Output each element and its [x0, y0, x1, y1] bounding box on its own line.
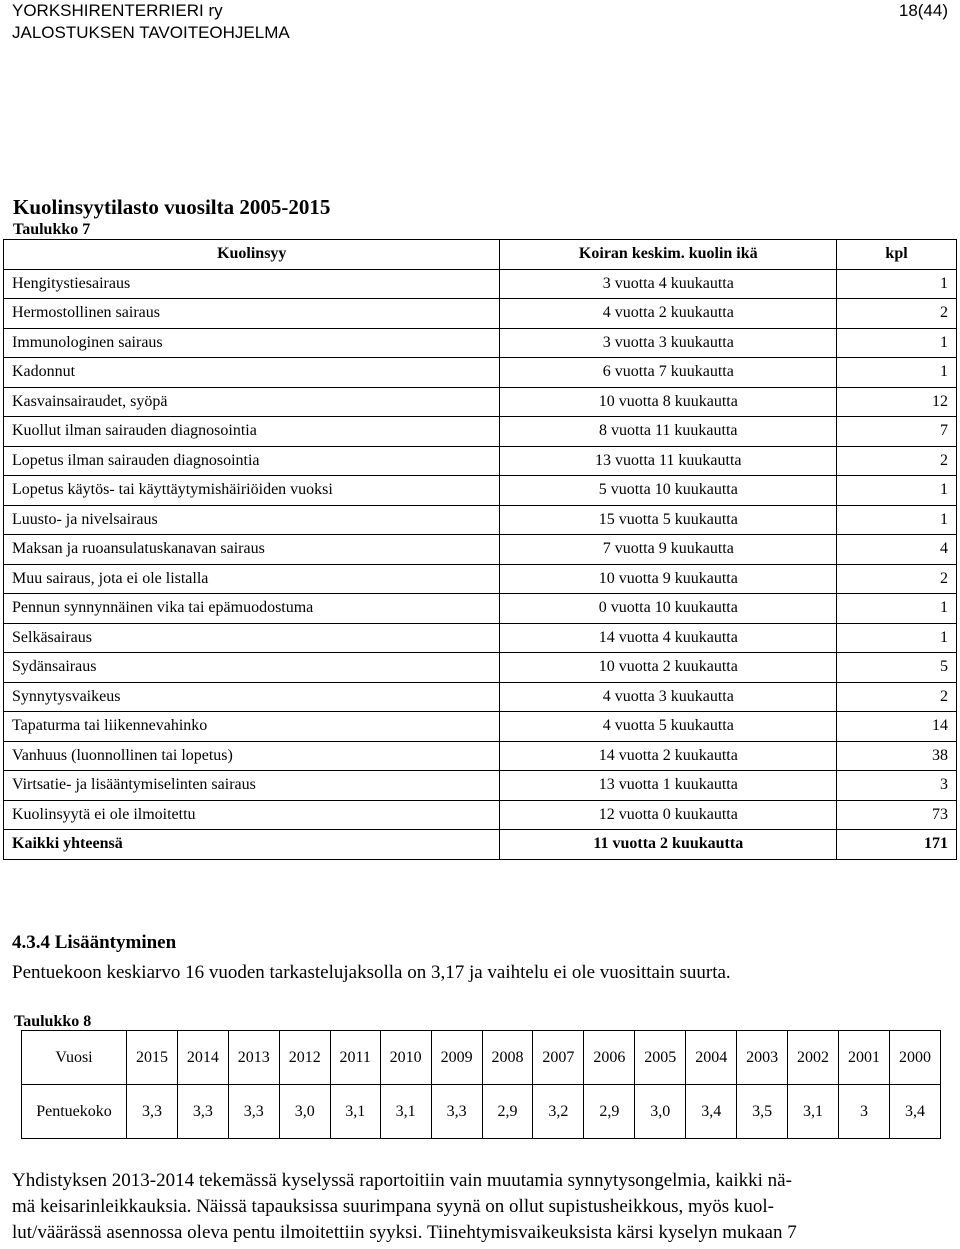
- table-row: [4, 446, 957, 476]
- value-cell: 3: [839, 1085, 890, 1139]
- average-age-cell: 15 vuotta 5 kuukautta: [500, 505, 837, 535]
- value-cell: 2001: [839, 1031, 890, 1085]
- value-cell: 2015: [127, 1031, 178, 1085]
- average-age-cell: 7 vuotta 9 kuukautta: [500, 535, 837, 565]
- average-age-cell: 13 vuotta 1 kuukautta: [500, 771, 837, 801]
- count-cell: 1: [837, 476, 957, 506]
- cause-cell: Pennun synnynnäinen vika tai epämuodostuma: [4, 594, 500, 624]
- value-cell: 2011: [330, 1031, 380, 1085]
- cause-cell: Selkäsairaus: [4, 623, 500, 653]
- table-row: [4, 594, 957, 624]
- cause-cell: Lopetus käytös- tai käyttäytymishäiriöiden vuoksi: [4, 476, 500, 506]
- average-age-cell: 12 vuotta 0 kuukautta: [500, 800, 837, 830]
- count-cell: 1: [837, 505, 957, 535]
- value-cell: 2,9: [482, 1085, 533, 1139]
- cause-cell: Sydänsairaus: [4, 653, 500, 683]
- table-row: [4, 564, 957, 594]
- value-cell: 3,3: [431, 1085, 482, 1139]
- cause-cell: Luusto- ja nivelsairaus: [4, 505, 500, 535]
- average-age-cell: 4 vuotta 2 kuukautta: [500, 299, 837, 329]
- paragraph-line: Yhdistyksen 2013-2014 tekemässä kyselyssä raportoitiin vain muutamia synnytysongelmia, kaikki nä-: [12, 1170, 792, 1191]
- value-cell: 3,4: [889, 1085, 940, 1139]
- litter-size-body: [22, 1031, 941, 1139]
- count-cell: 12: [837, 387, 957, 417]
- average-age-cell: 0 vuotta 10 kuukautta: [500, 594, 837, 624]
- table-header-row: [4, 240, 957, 270]
- cause-cell: Kadonnut: [4, 358, 500, 388]
- total-row: [4, 830, 957, 860]
- cause-cell: Hengitystiesairaus: [4, 269, 500, 299]
- value-cell: 3,3: [177, 1085, 228, 1139]
- table-row: [4, 712, 957, 742]
- litter-size-row: [22, 1085, 941, 1139]
- litter-size-table: [21, 1030, 941, 1139]
- value-cell: 3,4: [686, 1085, 737, 1139]
- count-cell: 1: [837, 358, 957, 388]
- table-row: [4, 800, 957, 830]
- cause-cell: Kasvainsairaudet, syöpä: [4, 387, 500, 417]
- table-row: [4, 741, 957, 771]
- organization-name: YORKSHIRENTERRIERI ry: [12, 1, 223, 20]
- table-row: [4, 476, 957, 506]
- page-number: 18(44): [898, 1, 948, 20]
- value-cell: 3,2: [533, 1085, 584, 1139]
- average-age-cell: 4 vuotta 5 kuukautta: [500, 712, 837, 742]
- value-cell: 3,1: [380, 1085, 431, 1139]
- table-row: [4, 505, 957, 535]
- count-cell: 2: [837, 446, 957, 476]
- average-age-cell: 10 vuotta 2 kuukautta: [500, 653, 837, 683]
- table-row: [4, 771, 957, 801]
- value-cell: 3,0: [279, 1085, 330, 1139]
- table-row: [4, 653, 957, 683]
- total-average-age-cell: 11 vuotta 2 kuukautta: [500, 830, 837, 860]
- average-age-cell: 14 vuotta 2 kuukautta: [500, 741, 837, 771]
- average-age-cell: 10 vuotta 8 kuukautta: [500, 387, 837, 417]
- value-cell: 2007: [533, 1031, 584, 1085]
- value-cell: 2,9: [584, 1085, 635, 1139]
- value-cell: 2003: [737, 1031, 788, 1085]
- table-row: [4, 623, 957, 653]
- cause-cell: Virtsatie- ja lisääntymiselinten sairaus: [4, 771, 500, 801]
- cause-cell: Lopetus ilman sairauden diagnosointia: [4, 446, 500, 476]
- count-cell: 1: [837, 594, 957, 624]
- count-cell: 4: [837, 535, 957, 565]
- value-cell: 3,1: [788, 1085, 839, 1139]
- average-age-cell: 3 vuotta 3 kuukautta: [500, 328, 837, 358]
- row-label: Pentuekoko: [22, 1085, 127, 1139]
- value-cell: 3,3: [127, 1085, 178, 1139]
- average-age-cell: 6 vuotta 7 kuukautta: [500, 358, 837, 388]
- table-row: [4, 358, 957, 388]
- value-cell: 2012: [279, 1031, 330, 1085]
- count-cell: 2: [837, 682, 957, 712]
- table-8-caption: Taulukko 8: [14, 1013, 92, 1030]
- table-row: [4, 682, 957, 712]
- value-cell: 2006: [584, 1031, 635, 1085]
- value-cell: 2009: [431, 1031, 482, 1085]
- section-heading: 4.3.4 Lisääntyminen: [12, 932, 177, 953]
- total-cause-cell: Kaikki yhteensä: [4, 830, 500, 860]
- value-cell: 2000: [889, 1031, 940, 1085]
- year-row: [22, 1031, 941, 1085]
- count-cell: 1: [837, 328, 957, 358]
- table-row: [4, 269, 957, 299]
- average-age-cell: 14 vuotta 4 kuukautta: [500, 623, 837, 653]
- closing-paragraph: [12, 1168, 948, 1246]
- value-cell: 3,5: [737, 1085, 788, 1139]
- value-cell: 3,3: [228, 1085, 279, 1139]
- value-cell: 2004: [686, 1031, 737, 1085]
- table-row: [4, 299, 957, 329]
- paragraph-line: mä keisarinleikkauksia. Näissä tapauksissa suurimpana syynä on ollut supistusheikkous, myös kuol-: [12, 1196, 775, 1217]
- header-top-line: [12, 0, 948, 22]
- value-cell: 2005: [635, 1031, 686, 1085]
- table-row: [4, 328, 957, 358]
- count-cell: 38: [837, 741, 957, 771]
- statistics-title: Kuolinsyytilasto vuosilta 2005-2015: [13, 195, 331, 219]
- average-age-cell: 3 vuotta 4 kuukautta: [500, 269, 837, 299]
- table-row: [4, 417, 957, 447]
- average-age-cell: 8 vuotta 11 kuukautta: [500, 417, 837, 447]
- count-cell: 1: [837, 623, 957, 653]
- count-cell: 14: [837, 712, 957, 742]
- average-age-cell: 13 vuotta 11 kuukautta: [500, 446, 837, 476]
- count-cell: 3: [837, 771, 957, 801]
- table-row: [4, 387, 957, 417]
- value-cell: 2013: [228, 1031, 279, 1085]
- page-header: [12, 0, 948, 44]
- header-count: kpl: [837, 240, 957, 270]
- average-age-cell: 10 vuotta 9 kuukautta: [500, 564, 837, 594]
- header-average-age: Koiran keskim. kuolin ikä: [500, 240, 837, 270]
- count-cell: 2: [837, 299, 957, 329]
- average-age-cell: 4 vuotta 3 kuukautta: [500, 682, 837, 712]
- cause-cell: Tapaturma tai liikennevahinko: [4, 712, 500, 742]
- cause-cell: Kuolinsyytä ei ole ilmoitettu: [4, 800, 500, 830]
- count-cell: 7: [837, 417, 957, 447]
- cause-cell: Synnytysvaikeus: [4, 682, 500, 712]
- paragraph-line: lut/väärässä asennossa oleva pentu ilmoitettiin syyksi. Tiinehtymisvaikeuksista kärsi kyselyn mukaan 7: [12, 1222, 797, 1243]
- average-age-cell: 5 vuotta 10 kuukautta: [500, 476, 837, 506]
- header-cause: Kuolinsyy: [4, 240, 500, 270]
- document-name: JALOSTUKSEN TAVOITEOHJELMA: [12, 23, 290, 42]
- table-7-caption: Taulukko 7: [13, 221, 91, 238]
- value-cell: 2010: [380, 1031, 431, 1085]
- cause-cell: Maksan ja ruoansulatuskanavan sairaus: [4, 535, 500, 565]
- death-causes-body: [4, 269, 957, 859]
- value-cell: 3,0: [635, 1085, 686, 1139]
- count-cell: 73: [837, 800, 957, 830]
- cause-cell: Immunologinen sairaus: [4, 328, 500, 358]
- value-cell: 2002: [788, 1031, 839, 1085]
- cause-cell: Muu sairaus, jota ei ole listalla: [4, 564, 500, 594]
- value-cell: 3,1: [330, 1085, 380, 1139]
- count-cell: 5: [837, 653, 957, 683]
- value-cell: 2008: [482, 1031, 533, 1085]
- cause-cell: Hermostollinen sairaus: [4, 299, 500, 329]
- total-count-cell: 171: [837, 830, 957, 860]
- count-cell: 1: [837, 269, 957, 299]
- row-label: Vuosi: [22, 1031, 127, 1085]
- count-cell: 2: [837, 564, 957, 594]
- death-causes-table: [3, 239, 957, 860]
- litter-size-paragraph: Pentuekoon keskiarvo 16 vuoden tarkastelujaksolla on 3,17 ja vaihtelu ei ole vuosittain suurta.: [12, 962, 731, 983]
- table-row: [4, 535, 957, 565]
- value-cell: 2014: [177, 1031, 228, 1085]
- cause-cell: Vanhuus (luonnollinen tai lopetus): [4, 741, 500, 771]
- cause-cell: Kuollut ilman sairauden diagnosointia: [4, 417, 500, 447]
